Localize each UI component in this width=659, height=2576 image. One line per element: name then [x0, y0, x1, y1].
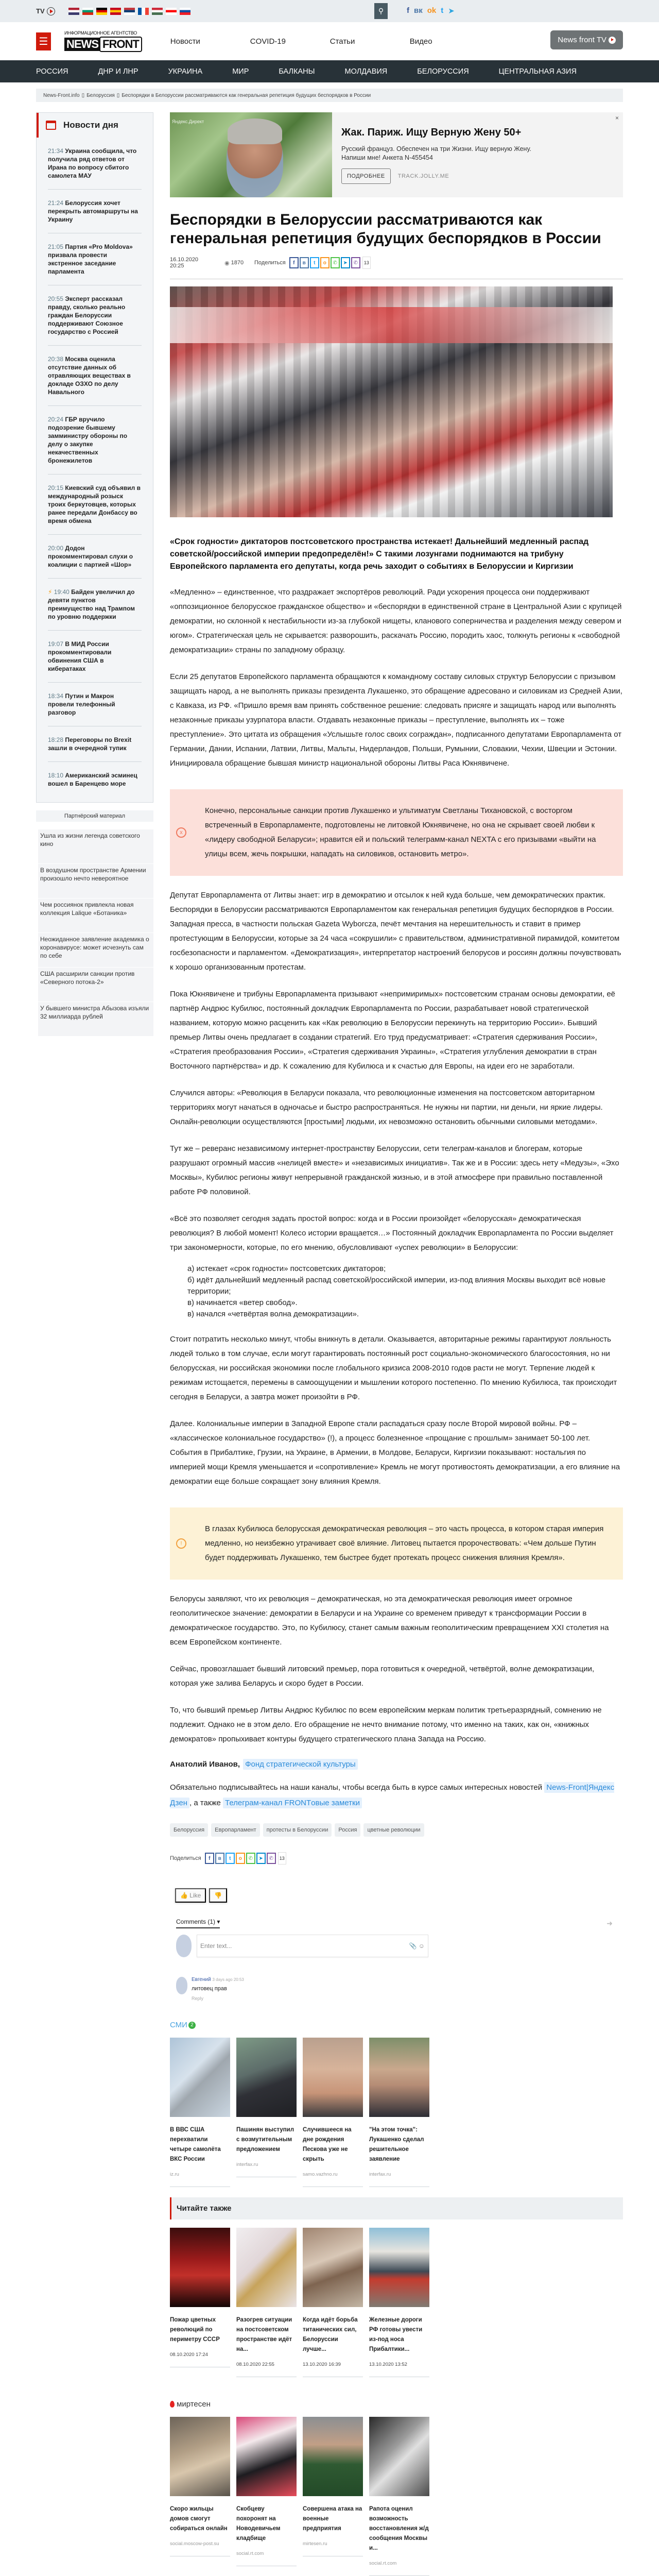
card-image	[369, 2417, 429, 2496]
card-title: В ВВС США перехватили четыре самолёта ВКС России	[170, 2127, 221, 2162]
category-nav	[0, 60, 659, 82]
article-content	[170, 112, 623, 2576]
news-title: Переговоры по Brexit зашли в очередной тупик	[48, 736, 132, 752]
news-card[interactable]	[369, 2417, 429, 2576]
news-time: 20:38	[48, 355, 64, 363]
card-image	[170, 2417, 230, 2496]
news-time: 20:24	[48, 416, 64, 423]
list-item: б) идёт дальнейший медленный распад советской/российской империи, из-под влияния Москвы выходит всё новые территории;	[187, 1276, 606, 1296]
flag-usa-icon[interactable]	[68, 8, 79, 15]
news-card[interactable]	[303, 2228, 363, 2377]
article-paragraph: «Медленно» – единственное, что раздражает экспортёров революций. Ради ускорения процесса они поддерживают «оппозиционное белорусское гражданское общество» и «беспорядки в единственной стране в Центральной Азии с крупицей демократии, но склонной к нестабильности из-за глубокой нищеты, кланового соперничества и разделения между севером и югом». Стратегическая цель не скрывается: разворошить, раскачать Россию, породить хаос, толкнуть регионы к «свободной демократизации» страны по западному образцу.	[170, 588, 622, 654]
flame-icon	[170, 2401, 175, 2408]
comments-header	[170, 1918, 623, 1928]
card-image	[170, 2228, 230, 2307]
share-bar-bottom: Поделиться f в t o ✆ ➤ ✆ 13	[170, 1852, 623, 1865]
comment-item	[176, 1977, 623, 2001]
author-name: Анатолий Иванов,	[170, 1760, 240, 1769]
share-vk-icon[interactable]: в	[300, 257, 309, 268]
flag-hungary-icon[interactable]	[152, 8, 163, 15]
card-date: 08.10.2020 22:55	[236, 2362, 274, 2367]
share-viber-icon[interactable]: ✆	[351, 257, 360, 268]
site-logo[interactable]: ИНФОРМАЦИОННОЕ АГЕНТСТВО NEWS FRONT	[64, 30, 142, 52]
breadcrumb-current: Беспорядки в Белоруссии рассматриваются как генеральная репетиция будущих беспорядков в России	[122, 92, 371, 98]
news-title: ГБР вручило подозрение бывшему замминистру обороны по делу о закупке некачественных бронежилетов	[48, 416, 128, 464]
partner-item[interactable]: В воздушном пространстве Армении произошло нечто невероятное	[38, 864, 153, 899]
nav-news[interactable]: Новости	[170, 37, 200, 46]
news-item[interactable]	[48, 762, 142, 797]
news-time: 21:34	[48, 147, 64, 155]
card-image	[236, 2417, 297, 2496]
news-title: В МИД России прокомментировали обвинения США в кибератаках	[48, 640, 112, 672]
share-viber-icon[interactable]: ✆	[267, 1853, 276, 1864]
flag-bulgaria-icon[interactable]	[82, 8, 93, 15]
card-source: social.rt.com	[236, 2551, 264, 2556]
news-card[interactable]	[170, 2038, 230, 2187]
news-time: 19:07	[48, 640, 64, 648]
news-item[interactable]	[48, 346, 142, 406]
telegram-channel-link[interactable]: Телеграм-канал FRONTовые заметки	[223, 1798, 362, 1808]
card-image	[369, 2228, 429, 2307]
partner-item[interactable]: Неожиданное заявление академика о коронавирусе: может исчезнуть сам по себе	[38, 933, 153, 968]
partner-item[interactable]: У бывшего министра Абызова изъяли 32 миллиарда рублей	[38, 1002, 153, 1037]
close-circle-icon: x	[176, 827, 186, 838]
partner-item[interactable]: США расширили санкции против «Северного потока-2»	[38, 968, 153, 1002]
news-of-the-day-header: Новости дня	[37, 113, 153, 138]
dislike-button[interactable]	[209, 1888, 227, 1903]
subscribe-note: Обязательно подписывайтесь на наши каналы, чтобы всегда быть в курсе самых интересных новостей News-Front|Яндекс Дзен , а также Телеграм-канал FRONTовые заметки	[170, 1783, 615, 1807]
language-flags	[68, 8, 190, 15]
card-source: social.moscow-post.su	[170, 2541, 219, 2547]
news-item[interactable]	[48, 579, 142, 631]
news-front-tv-button[interactable]: News front TV	[550, 30, 623, 49]
card-source: interfax.ru	[236, 2162, 258, 2167]
news-card[interactable]	[170, 2417, 230, 2576]
ad-more-button[interactable]: ПОДРОБНЕЕ	[341, 168, 391, 184]
news-item[interactable]	[48, 138, 142, 190]
vk-icon[interactable]: вк	[414, 6, 423, 15]
avatar	[176, 1977, 187, 1994]
card-title: "На этом точка": Лукашенко сделал решительное заявление	[369, 2127, 424, 2162]
login-icon[interactable]: ➜	[606, 1919, 613, 1927]
card-image	[236, 2038, 297, 2117]
news-time: 19:40	[54, 588, 70, 596]
author-line	[170, 1759, 623, 1770]
social-links	[407, 6, 455, 15]
tag-list	[170, 1823, 623, 1837]
card-title: Разогрев ситуации на постсоветском пространстве идёт на...	[236, 2317, 292, 2352]
article-list	[170, 1263, 623, 1320]
tag[interactable]: цветные революции	[363, 1823, 424, 1837]
breadcrumb: News-Front.info ▯ Белоруссия ▯ Беспорядки в Белоруссии рассматриваются как генеральная репетиция будущих беспорядков в России	[36, 89, 623, 102]
breadcrumb-category[interactable]: Белоруссия	[86, 92, 115, 98]
avatar	[176, 1935, 192, 1957]
news-card[interactable]	[369, 2228, 429, 2377]
news-item[interactable]	[48, 683, 142, 726]
tag[interactable]: протесты в Белоруссии	[263, 1823, 332, 1837]
share-facebook-icon[interactable]: f	[289, 257, 299, 268]
card-image	[303, 2417, 363, 2496]
news-card[interactable]	[303, 2417, 363, 2576]
card-image	[170, 2038, 230, 2117]
article-paragraph: Пока Юкнявичене и трибуны Европарламента призывают «непримиримых» постсоветским странам основы демократии, её партнёр Андрюс Кубилюс, постоянный докладчик Европарламента по России, разрабатывает новой стратегической названием, которую можно расценить как «Как революцию в Белоруссии перекинуть на территорию России». Бывший премьер Литвы очень предлагает в создании стратегий. Его труд предусматривает: «Стратегия сдерживания России», «Стратегия преобразования России», «Стратегия сдерживания Украины», «Стратегия углубления демократии в стран Восточного партнёрства» и др. К сожалению для Кубилюса и к счастью для Европы, на идеи его не заработали.	[170, 990, 616, 1071]
card-title: Когда идёт борьба титанических сил, Белоруссии лучше...	[303, 2317, 358, 2352]
category-nav-item[interactable]: ЦЕНТРАЛЬНАЯ АЗИЯ	[498, 67, 577, 76]
share-vk-icon[interactable]: в	[215, 1853, 224, 1864]
category-nav-item[interactable]: МИР	[232, 67, 249, 76]
hamburger-icon: ☰	[39, 36, 48, 47]
news-card[interactable]	[236, 2228, 297, 2377]
share-whatsapp-icon[interactable]: ✆	[246, 1853, 255, 1864]
facebook-icon[interactable]: f	[407, 6, 409, 15]
ad-description: Русский француз. Обеспечен на три Жизни. Ищу верную Жену. Напиши мне! Анкета N-455454	[341, 145, 531, 161]
news-item[interactable]	[48, 285, 142, 346]
article-paragraph: То, что бывший премьер Литвы Андрюс Кубилюс по всем европейским меркам политик третьеразрядный, сомнению не подлежит. Однако не в этом дело. Его обращение не нечто внимание потому, что именно на таких, как он, «книжных демократов» пропыхивает контуры будущего стратегического плана Запада на Россию.	[170, 1706, 602, 1743]
list-item: а) истекает «срок годности» постсоветских диктаторов;	[187, 1264, 386, 1273]
nav-articles[interactable]: Статьи	[330, 37, 355, 46]
news-item[interactable]	[48, 726, 142, 762]
card-title: Скоро жильцы домов смогут собираться онлайн	[170, 2506, 228, 2532]
share-odnoklassniki-icon[interactable]: o	[236, 1853, 245, 1864]
breadcrumb-home[interactable]: News-Front.info	[43, 92, 80, 98]
card-title: Совершена атака на военные предприятия	[303, 2506, 362, 2532]
news-title: Байден увеличил до девяти пунктов преимущество над Трампом по уровню поддержки	[48, 588, 135, 620]
category-nav-item[interactable]: ДНР И ЛНР	[98, 67, 138, 76]
thumbs-down-icon: 👎	[214, 1892, 222, 1899]
tag[interactable]: Россия	[335, 1823, 360, 1837]
list-item: в) начинается «ветер свобод».	[187, 1298, 298, 1307]
odnoklassniki-icon[interactable]: ok	[427, 6, 437, 15]
ad-title[interactable]: Жак. Париж. Ищу Верную Жену 50+	[341, 127, 522, 138]
article-paragraph: Если 25 депутатов Европейского парламента обращаются к командному составу силовых структур Белоруссии с призывом защищать народ, а не выполнять приказы президента Лукашенко, это обращение адресовано и силовикам из Средней Азии, с Кавказа, из РФ. «Пришло время вам принять собственное решение: следовать присяге и защищать народ или выполнять незаконные приказы узурпатора власти. Отдавать незаконные приказы – преступление, выполнять их – тоже преступление». Это цитата из обращения «Услышьте голос своих сограждан», подписанного депутатами Европарламента от Германии, Дании, Испании, Латвии, Литвы, Мальты, Нидерландов, Польши, Румынии, Словакии, Чехии, Швеции и Эстонии. Инициировала обращение бывшая министр национальной обороны Литвы Раса Юкнявичене.	[170, 672, 622, 768]
play-icon	[609, 37, 616, 44]
news-card[interactable]	[303, 2038, 363, 2187]
like-bar	[175, 1888, 623, 1903]
category-nav-item[interactable]: РОССИЯ	[36, 67, 68, 76]
comment-input[interactable]: Enter text... 📎 ☺	[197, 1935, 428, 1957]
flag-slovakia-icon[interactable]	[180, 8, 190, 15]
comment-time: 3 days ago 20:53	[212, 1977, 244, 1982]
news-card[interactable]	[369, 2038, 429, 2187]
news-card[interactable]	[236, 2038, 297, 2187]
news-title: Додон прокомментировал слухи о коалиции с партией «Шор»	[48, 545, 133, 568]
reply-button[interactable]: Reply	[192, 1996, 204, 2001]
calendar-icon	[46, 121, 56, 130]
nav-video[interactable]: Видео	[409, 37, 432, 46]
card-title: Случившееся на дне рождения Пескова уже не скрыть	[303, 2127, 352, 2162]
card-image	[303, 2038, 363, 2117]
comment-text: литовец прав	[192, 1986, 227, 1992]
card-date: 13.10.2020 13:52	[369, 2362, 407, 2367]
thumbs-up-icon: 👍	[180, 1892, 188, 1899]
news-time: 20:00	[48, 545, 64, 552]
news-time: 18:28	[48, 736, 64, 743]
article-paragraph: Стоит потратить несколько минут, чтобы вникнуть в детали. Оказывается, авторитарные режимы гарантируют лояльность людей только в том случае, если могут гарантировать постоянный рост социально-экономического благосостояния, но ни белорусская, ни российская экономики после глобального кризиса 2008-2010 годов расти не могут. Терпение людей к режимам истощается, перемены в самоощущении и мышлении которого постепенно. По мнению Кубилюса, так происходит сегодня в Беларуси, а завтра может произойти в РФ.	[170, 1335, 617, 1401]
news-item[interactable]	[48, 535, 142, 579]
card-source: samo.vazhno.ru	[303, 2172, 338, 2177]
card-title: Железные дороги РФ готовы увести из-под носа Прибалтики...	[369, 2317, 423, 2352]
news-item[interactable]	[48, 190, 142, 233]
card-image	[236, 2228, 297, 2307]
tag[interactable]: Белоруссия	[170, 1823, 208, 1837]
tag[interactable]: Европарламент	[211, 1823, 260, 1837]
mirtesen-logo[interactable]: миртесен	[170, 2400, 623, 2409]
search-icon: ⚲	[378, 7, 384, 15]
news-item[interactable]	[48, 406, 142, 474]
like-button[interactable]: 👍 Like	[175, 1888, 206, 1903]
search-button[interactable]	[374, 3, 388, 19]
category-nav-item[interactable]: УКРАИНА	[168, 67, 203, 76]
article-paragraph: Сейчас, провозглашает бывший литовский премьер, пора готовиться к очередной, четвёртой, волне демократизации, которая уже залива Беларусь и скоро будет в России.	[170, 1665, 595, 1688]
card-title: Рапота оценил возможность восстановления ж/д сообщения Москвы и...	[369, 2506, 429, 2551]
logo-subtitle: ИНФОРМАЦИОННОЕ АГЕНТСТВО	[64, 30, 137, 36]
news-time: 21:05	[48, 243, 64, 250]
share-twitter-icon[interactable]: t	[310, 257, 319, 268]
ad-domain: TRACK.JOLLY.ME	[397, 173, 449, 179]
share-buttons	[289, 257, 360, 268]
comment-composer	[176, 1935, 623, 1957]
share-buttons	[205, 1853, 276, 1864]
news-time: 21:24	[48, 199, 64, 207]
header-nav	[170, 37, 490, 46]
flag-spain-icon[interactable]	[110, 8, 121, 15]
article-paragraph: Белорусы заявляют, что их революция – демократическая, но эта демократическая революция имеет огромное геополитическое значение: демократии в Беларуси и на Украине со временем приведут к трансформации России в демократическое государство. Это, по Кубилюсу, станет самым важным геополитическим превращением XXI столетия на всем Европейском континенте.	[170, 1595, 609, 1647]
article-paragraph: Случился авторы: «Революция в Беларуси показала, что революционные изменения на постсоветском авторитарном территориях могут начаться в одночасье и быстро распространяться. Не нужны ни партии, ни деньги, ни яркие лидеры. Онлайн-революции осуществляются [простыми] людьми, их невозможно остановить обычными силовыми методами».	[170, 1089, 603, 1126]
news-time: 18:10	[48, 772, 64, 779]
article-paragraph: «Всё это позволяет сегодня задать простой вопрос: когда и в России произойдет «белорусская» демократическая революция? В любой момент! Колесо истории вращается…» Постоянный докладчик Европарламента по России выделяет три закономерности, которые, по его мнению, обусловливают «успех революции» в Белоруссии:	[170, 1214, 614, 1252]
comment-author[interactable]: Евгений	[192, 1977, 211, 1982]
article-hero-image	[170, 286, 613, 517]
article-title: Беспорядки в Белоруссии рассматриваются как генеральная репетиция будущих беспорядков в России	[170, 211, 601, 247]
share-facebook-icon[interactable]: f	[205, 1853, 214, 1864]
share-whatsapp-icon[interactable]: ✆	[331, 257, 340, 268]
news-item[interactable]	[48, 474, 142, 535]
news-item[interactable]	[48, 631, 142, 683]
card-title: Скобцеву похоронят на Новодевичьем кладбище	[236, 2506, 281, 2541]
exclamation-icon: !	[176, 1538, 186, 1549]
card-source: interfax.ru	[369, 2172, 391, 2177]
news-title: Эксперт рассказал правду, сколько реально граждан Белоруссии поддерживают Союзное государство с Россией	[48, 295, 126, 335]
news-card[interactable]	[170, 2228, 230, 2377]
news-of-the-day	[36, 112, 153, 803]
article-paragraph: Тут же – реверанс независимому интернет-пространству Белоруссии, сети телеграм-каналов и блогерам, которые разрушают огромный массив «нелицей вместе» и «независимых инициатив». Так же и в России: здесь нету «Медузы», «Эхо Москвы», Кубилюс регионы живут непрерывной гражданской жизнью, и в этой атмосфере при правильно поставленной работе РФ половиной.	[170, 1144, 619, 1196]
article-lead: «Срок годности» диктаторов постсоветского пространства истекает! Дальнейший медленный распад советской/российской империи предопределён!» С такими лозунгами поднимаются на трибуну Европейского парламента его депутаты, когда речь заходит о событиях в Белоруссии и Киргизии	[170, 537, 589, 571]
partner-label: Партнёрский материал	[36, 810, 153, 822]
menu-button[interactable]	[36, 32, 51, 50]
news-time: 18:34	[48, 692, 64, 700]
news-title: Белоруссия хочет перекрыть автомаршруты на Украину	[48, 199, 138, 223]
quote-box-warning: x Конечно, персональные санкции против Лукашенко и ультиматум Светланы Тихановской, с восторгом встреченный в Европарламенте, подготовлены не литовкой Юкнявичене, но она не скрывает своей любви к «лидеру свободной Беларуси»; нравится ей и польский телеграмм-канал NEXTA с его призывами «выйти на улицы всем, жечь покрышки, нападать на силовиков, остановить метро».	[170, 789, 623, 876]
card-source: mirtesen.ru	[303, 2541, 327, 2547]
attach-icon[interactable]: 📎	[409, 1942, 417, 1950]
card-title: Пожар цветных революций по периметру СССР	[170, 2317, 220, 2343]
tv-link[interactable]: TV	[36, 7, 55, 15]
card-image	[303, 2228, 363, 2307]
sidebar	[36, 112, 153, 1037]
share-telegram-icon[interactable]: ➤	[256, 1853, 266, 1864]
card-source: social.rt.com	[369, 2561, 397, 2566]
quote-box-info: ! В глазах Кубилюса белорусская демократическая революция – это часть процесса, в котором старая империя медленно, но неизбежно утрачивает своё влияние. Литовец пытается пророчествовать: «Чем дольше Путин будет поддерживать Лукашенко, тем быстрее будет протекать процесс снижения влияния Кремля».	[170, 1507, 623, 1580]
card-title: Пашинян выступил с возмутительным предложением	[236, 2127, 294, 2153]
category-nav-item[interactable]: МОЛДАВИЯ	[344, 67, 388, 76]
news-title: Киевский суд объявил в международный розыск троих беркутовцев, которых ранее передали Донбассу во время обмена	[48, 484, 141, 524]
play-icon	[47, 7, 55, 15]
flag-france-icon[interactable]	[138, 8, 149, 15]
article-paragraph: Депутат Европарламента от Литвы знает: игр в демократию и отсылок к ней куда больше, чем демократических практик. Беспорядки в Белоруссии рассматриваются Европарламентом как генеральная репетиция будущих беспорядков в России. Западная пресса, в частности польская Gazeta Wyborcza, печёт мечтания на нерешительность и ставит в пример протестующим в Белоруссии, которые за 24 часа «сокрушили» с правительством, административной пирамидой, комитетом госбезопасности и парламентом. «Демократизация», интерпретатор настроений белорусов и россиян должны почувствовать к хорошо организованным протестам.	[170, 891, 621, 972]
flag-germany-icon[interactable]	[96, 8, 107, 15]
header	[0, 22, 659, 60]
share-count: 13	[278, 1852, 286, 1865]
card-date: 13.10.2020 16:39	[303, 2362, 341, 2367]
news-title: Украина сообщила, что получила ряд ответов от Ирана по вопросу сбитого самолета МАУ	[48, 147, 137, 179]
news-title: Москва оценила отсутствие данных об отравляющих веществах в докладе ОЗХО по делу Навального	[48, 355, 131, 396]
close-icon[interactable]: ×	[615, 114, 619, 122]
emoji-icon[interactable]: ☺	[418, 1942, 425, 1950]
share-count: 13	[362, 257, 371, 269]
card-source: iz.ru	[170, 2172, 179, 2177]
news-card[interactable]	[236, 2417, 297, 2576]
read-also-header: Читайте также	[170, 2197, 623, 2219]
article-date: 16.10.2020 20:25	[170, 257, 199, 269]
category-nav-item[interactable]: БЕЛОРУССИЯ	[417, 67, 469, 76]
list-item: в) начался «четвёртая волна демократизации».	[187, 1310, 359, 1318]
view-count: ◉ 1870	[224, 260, 244, 266]
eye-icon: ◉	[224, 260, 230, 266]
nav-covid[interactable]: COVID-19	[250, 37, 286, 46]
dzen-link[interactable]: News-Front|Яндекс Дзен	[170, 1783, 615, 1807]
share-odnoklassniki-icon[interactable]: o	[320, 257, 330, 268]
ad-banner[interactable]	[170, 112, 623, 197]
flag-georgia-icon[interactable]	[166, 8, 177, 15]
share-twitter-icon[interactable]: t	[226, 1853, 235, 1864]
telegram-icon[interactable]: ➤	[448, 7, 455, 15]
flag-serbia-icon[interactable]	[124, 8, 135, 15]
category-nav-item[interactable]: БАЛКАНЫ	[279, 67, 315, 76]
partner-item[interactable]: Чем россиянок привлекла новая коллекция Lalique «Ботаника»	[38, 899, 153, 933]
card-image	[369, 2038, 429, 2117]
partner-item[interactable]: Ушла из жизни легенда советского кино	[38, 829, 153, 864]
card-date: 08.10.2020 17:24	[170, 2352, 208, 2358]
news-time: 20:15	[48, 484, 64, 492]
share-telegram-icon[interactable]: ➤	[341, 257, 350, 268]
comments-tab[interactable]: Comments (1) ▾	[176, 1918, 220, 1928]
news-item[interactable]	[48, 233, 142, 285]
smi2-logo[interactable]: СМИ 2	[170, 2021, 623, 2029]
twitter-icon[interactable]: t	[441, 6, 444, 15]
news-time: 20:55	[48, 295, 64, 302]
lightning-icon: ⚡	[48, 588, 54, 596]
news-title: Американский эсминец вошел в Баренцево море	[48, 772, 137, 787]
article-meta: 16.10.2020 20:25 ◉ 1870 Поделиться f в t o ✆ ➤ ✆ 13	[170, 257, 623, 268]
author-source-link[interactable]: Фонд стратегической культуры	[243, 1759, 358, 1770]
article-paragraph: Далее. Колониальные империи в Западной Европе стали распадаться сразу после Второй мировой войны. РФ – «классическое колониальное государство» (!), а процесс болезненное «прощание с прошлым» занимает 50-100 лет. События в Прибалтике, Грузии, на Украине, в Армении, в Молдове, Беларуси, Киргизии показывают: ностальгия по империей мощи Кремля уменьшается и «сопротивление» Кремль не могут противостоять демократизации, а его влияние на демократии еще больше сокращает зону влияния Кремля.	[170, 1419, 620, 1486]
partner-list	[36, 829, 153, 1037]
ad-image: Яндекс.Директ	[170, 112, 332, 197]
news-title: Партия «Pro Moldova» призвала провести экстренное заседание парламента	[48, 243, 133, 275]
news-title: Путин и Макрон провели телефонный разговор	[48, 692, 115, 716]
top-bar	[0, 0, 659, 22]
